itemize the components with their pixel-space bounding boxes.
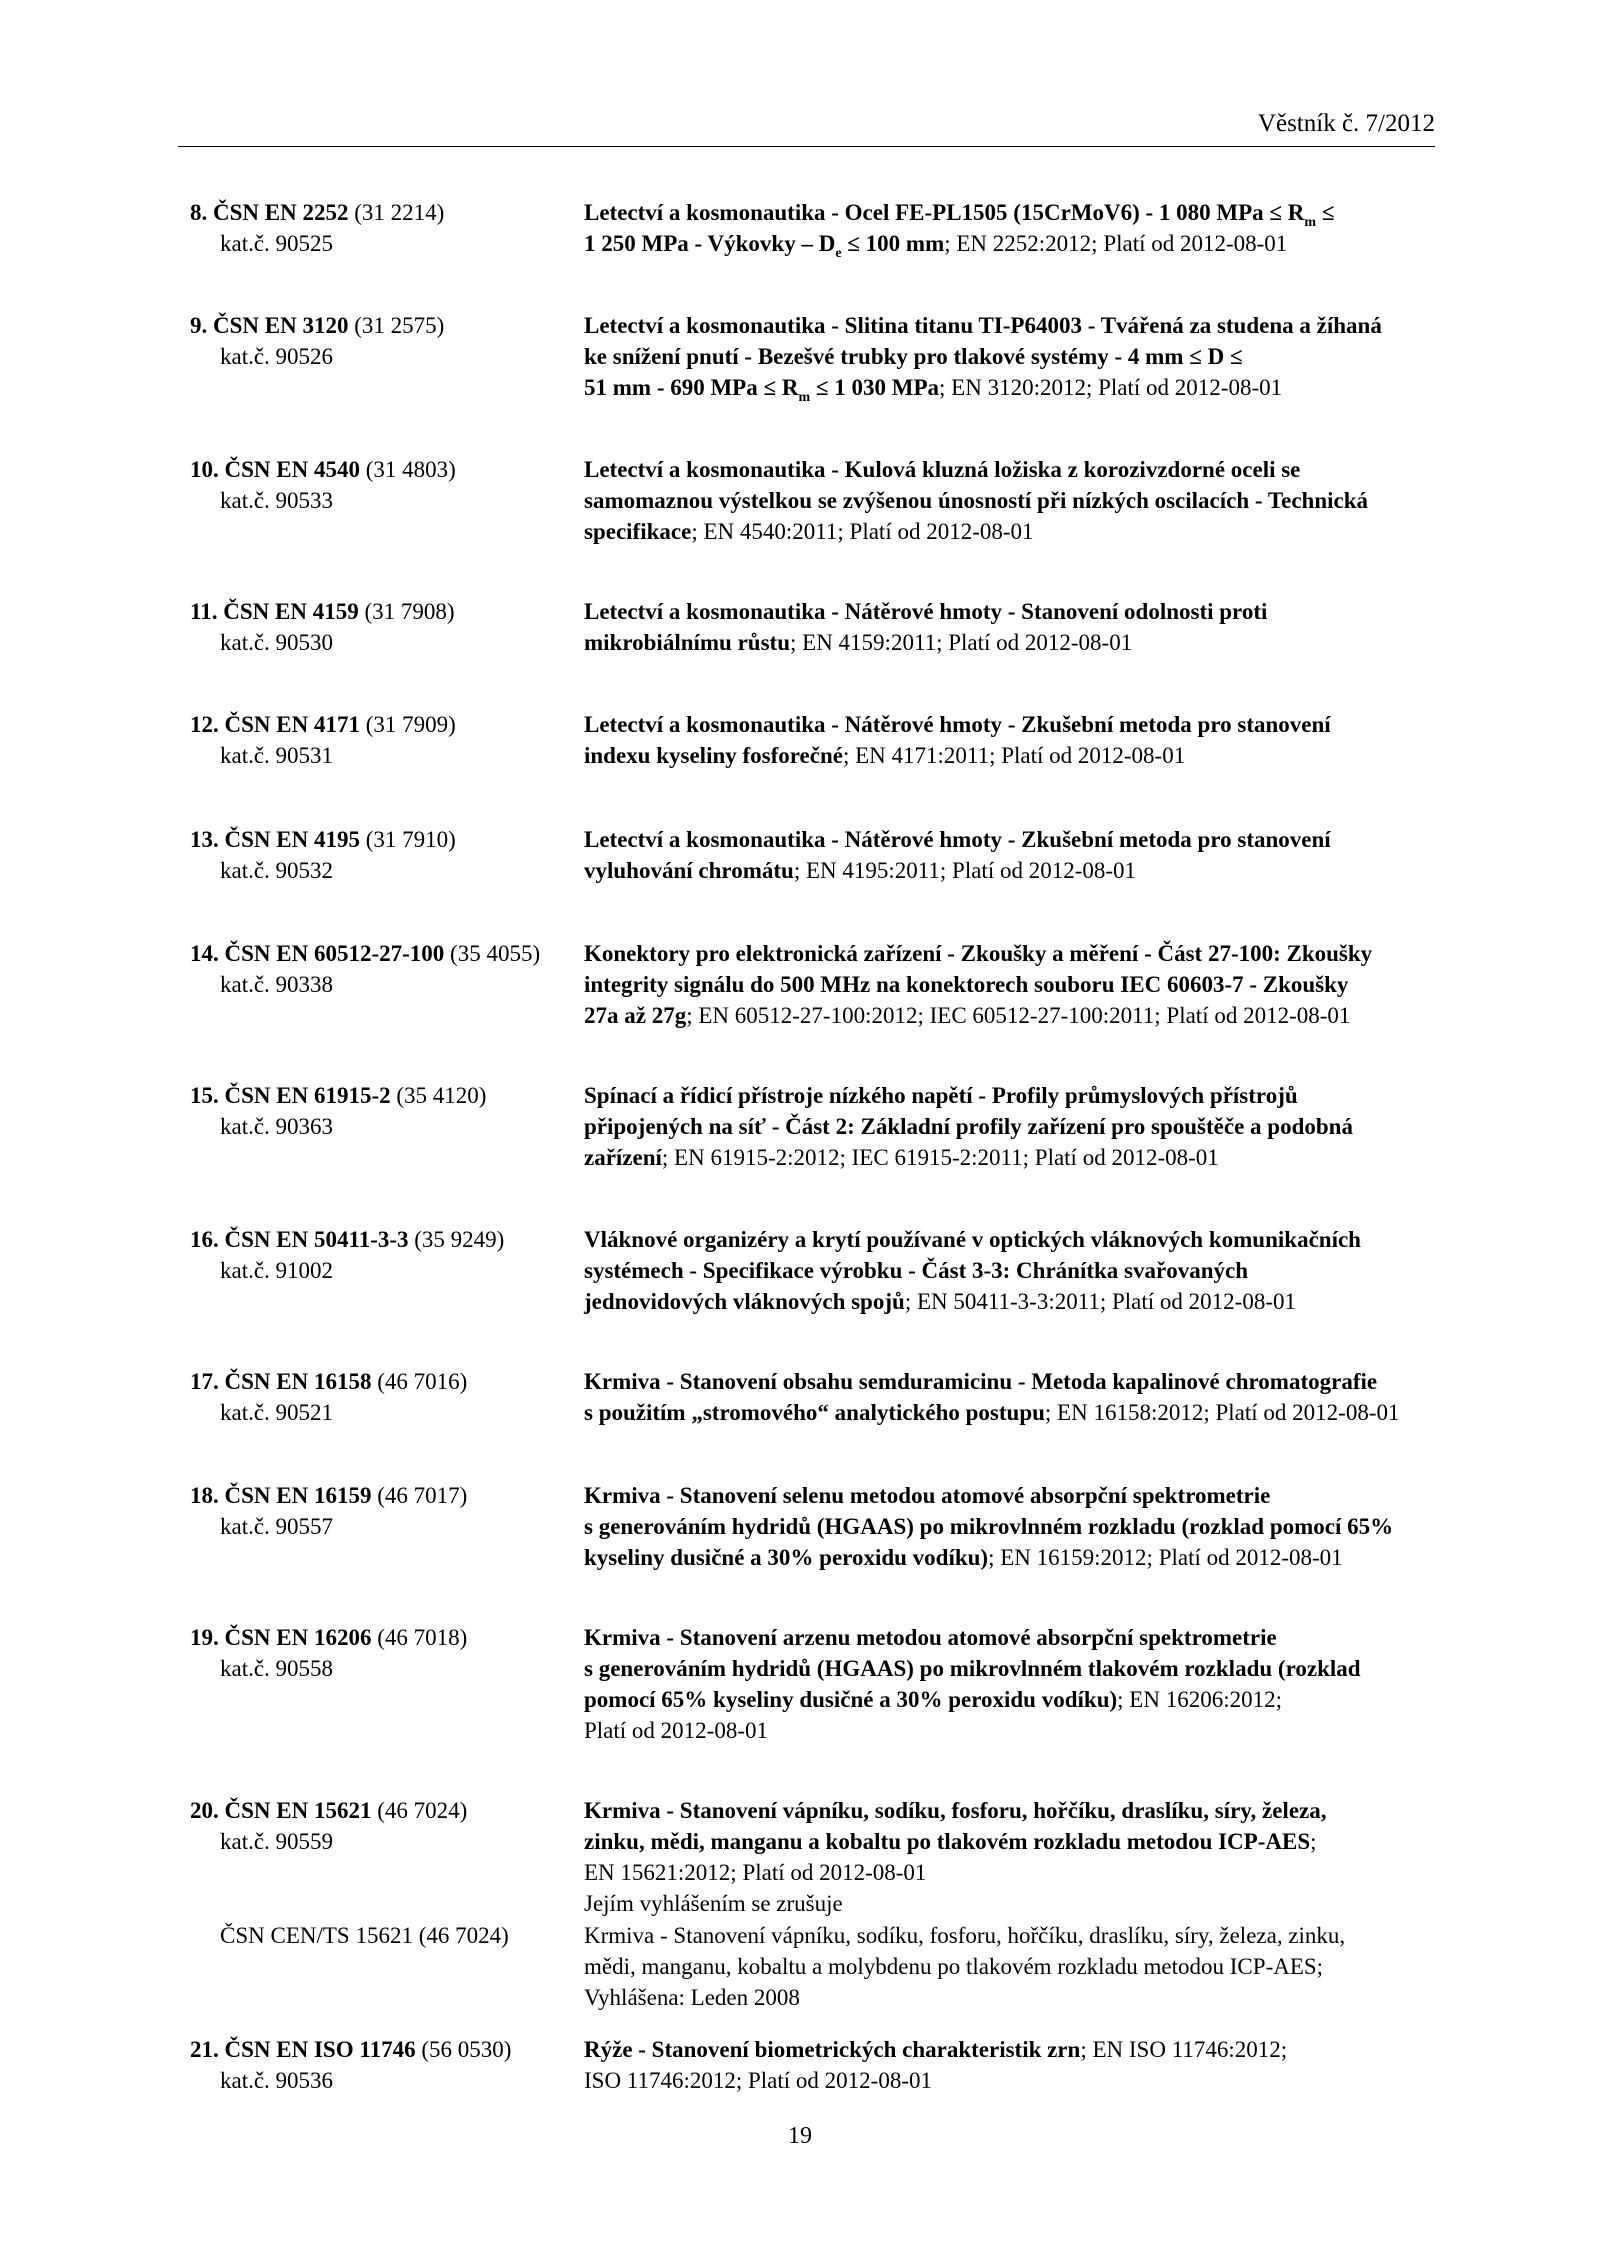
validity: ; EN 3120:2012; Platí od 2012-08-01 (939, 375, 1283, 400)
title-line: Spínací a řídicí přístroje nízkého napětí - Profily průmyslových přístrojů (584, 1083, 1298, 1108)
catalog-number: kat.č. 90526 (220, 344, 334, 369)
subscript: m (798, 390, 811, 405)
title-line: Krmiva - Stanovení obsahu semduramicinu - Metoda kapalinové chromatografie (584, 1369, 1378, 1394)
cancelled-standard-id (190, 1920, 580, 1951)
standard-title (584, 197, 1434, 259)
title-line: Krmiva - Stanovení selenu metodou atomové absorpční spektrometrie (584, 1483, 1271, 1508)
title-line: Krmiva - Stanovení vápníku, sodíku, fosforu, hořčíku, draslíku, síry, železa, zinku, (584, 1923, 1346, 1948)
validity: ; EN 60512-27-100:2012; IEC 60512-27-100:2011; Platí od 2012-08-01 (686, 1003, 1351, 1028)
standard-id (190, 824, 580, 886)
validity: ; EN 4171:2011; Platí od 2012-08-01 (842, 743, 1186, 768)
catalog-number: kat.č. 90363 (220, 1114, 334, 1139)
standard-title (584, 824, 1434, 886)
classification: (31 4803) (365, 457, 456, 482)
catalog-number: kat.č. 90530 (220, 630, 334, 655)
validity: ; EN 16158:2012; Platí od 2012-08-01 (1044, 1400, 1400, 1425)
standard-code: ČSN EN 16158 (224, 1369, 372, 1394)
standard-title (584, 1366, 1434, 1428)
entry-number: 9. (190, 313, 208, 338)
validity: EN 15621:2012; Platí od 2012-08-01 (584, 1860, 927, 1885)
validity: ; EN 4195:2011; Platí od 2012-08-01 (793, 858, 1137, 883)
entry-number: 12. (190, 712, 219, 737)
title-line: integrity signálu do 500 MHz na konektorech souboru IEC 60603-7 - Zkoušky (584, 972, 1349, 997)
validity: ; EN 4540:2011; Platí od 2012-08-01 (691, 519, 1034, 544)
title-line: Rýže - Stanovení biometrických charakteristik zrn (584, 2037, 1081, 2062)
catalog-number: kat.č. 90559 (220, 1829, 334, 1854)
standard-id (190, 310, 580, 372)
validity: ; EN 16159:2012; Platí od 2012-08-01 (988, 1545, 1343, 1570)
classification: (35 4120) (396, 1083, 487, 1108)
standard-code: ČSN EN ISO 11746 (224, 2037, 416, 2062)
page-number: 19 (788, 2123, 812, 2149)
title-line: ≤ 100 mm (841, 231, 945, 256)
classification: (46 7018) (377, 1625, 468, 1650)
title-line: Krmiva - Stanovení vápníku, sodíku, fosforu, hořčíku, draslíku, síry, železa, (584, 1798, 1327, 1823)
catalog-number: kat.č. 90532 (220, 858, 334, 883)
standard-code: ČSN EN 4159 (223, 599, 359, 624)
title-line: systémech - Specifikace výrobku - Část 3-3: Chránítka svařovaných (584, 1258, 1249, 1283)
standard-id (190, 1080, 580, 1142)
standard-title (584, 709, 1434, 771)
validity: ISO 11746:2012; Platí od 2012-08-01 (584, 2068, 932, 2093)
standard-code: ČSN EN 60512-27-100 (224, 941, 445, 966)
validity: Platí od 2012-08-01 (584, 1718, 768, 1743)
standard-title (584, 454, 1434, 547)
entry-number: 19. (190, 1625, 219, 1650)
validity: ; EN ISO 11746:2012; (1080, 2037, 1288, 2062)
bulletin-title: Věstník č. 7/2012 (1257, 110, 1435, 137)
standard-code: ČSN EN 16159 (224, 1483, 372, 1508)
title-line: ke snížení pnutí - Bezešvé trubky pro tlakové systémy - 4 mm ≤ D ≤ (584, 344, 1243, 369)
entry-number: 11. (190, 599, 218, 624)
title-line: Konektory pro elektronická zařízení - Zkoušky a měření - Část 27-100: Zkoušky (584, 941, 1373, 966)
classification: (31 2214) (354, 200, 445, 225)
classification: (31 7908) (364, 599, 455, 624)
entry-number: 21. (190, 2037, 219, 2062)
standard-code: ČSN EN 4171 (224, 712, 360, 737)
subscript: e (835, 246, 842, 261)
classification: (46 7016) (377, 1369, 468, 1394)
standard-title (584, 1080, 1434, 1173)
title-line: 1 250 MPa - Výkovky – D (584, 231, 836, 256)
title-line: Letectví a kosmonautika - Nátěrové hmoty - Zkušební metoda pro stanovení (584, 827, 1331, 852)
title-line: Letectví a kosmonautika - Ocel FE-PL1505 (15CrMoV6) - 1 080 MPa ≤ R (584, 200, 1305, 225)
standard-code: ČSN EN 2252 (213, 200, 349, 225)
title-line: zařízení (584, 1145, 662, 1170)
title-line: jednovidových vláknových spojů (584, 1289, 905, 1314)
standard-title (584, 938, 1434, 1031)
title-line: 27a až 27g (584, 1003, 687, 1028)
classification: (35 9249) (414, 1227, 505, 1252)
page-header (178, 110, 1435, 147)
announced-date: Vyhlášena: Leden 2008 (584, 1985, 800, 2010)
validity: ; EN 16206:2012; (1117, 1687, 1282, 1712)
validity: ; EN 2252:2012; Platí od 2012-08-01 (944, 231, 1288, 256)
title-line: s generováním hydridů (HGAAS) po mikrovlnném rozkladu (rozklad pomocí 65% (584, 1514, 1394, 1539)
standard-id (190, 1480, 580, 1542)
entry-number: 16. (190, 1227, 219, 1252)
standard-title (584, 1480, 1434, 1573)
standard-code: ČSN EN 50411-3-3 (224, 1227, 409, 1252)
standard-id (190, 1224, 580, 1286)
standard-code: ČSN EN 61915-2 (224, 1083, 391, 1108)
validity: ; EN 4159:2011; Platí od 2012-08-01 (790, 630, 1133, 655)
standard-id (190, 596, 580, 658)
catalog-number: kat.č. 90521 (220, 1400, 334, 1425)
standard-id (190, 1366, 580, 1428)
catalog-number: kat.č. 90536 (220, 2068, 334, 2093)
standard-title (584, 596, 1434, 658)
title-line: samomaznou výstelkou se zvýšenou únosností při nízkých oscilacích - Technická (584, 488, 1369, 513)
standard-code: ČSN EN 4540 (224, 457, 360, 482)
catalog-number: kat.č. 90525 (220, 231, 334, 256)
title-line: ≤ (1316, 200, 1335, 225)
entry-number: 10. (190, 457, 219, 482)
cancellation-note: Jejím vyhlášením se zrušuje (584, 1891, 843, 1916)
title-line: Krmiva - Stanovení arzenu metodou atomové absorpční spektrometrie (584, 1625, 1277, 1650)
title-line: Letectví a kosmonautika - Slitina titanu TI-P64003 - Tvářená za studena a žíhaná (584, 313, 1382, 338)
classification: (56 0530) (421, 2037, 512, 2062)
standard-title (584, 1622, 1434, 1746)
validity: ; (1310, 1829, 1317, 1854)
title-line: pomocí 65% kyseliny dusičné a 30% peroxidu vodíku) (584, 1687, 1118, 1712)
classification: (31 2575) (354, 313, 445, 338)
title-line: Vláknové organizéry a krytí používané v optických vláknových komunikačních (584, 1227, 1361, 1252)
catalog-number: kat.č. 90558 (220, 1656, 334, 1681)
title-line: mikrobiálnímu růstu (584, 630, 790, 655)
title-line: mědi, manganu, kobaltu a molybdenu po tlakovém rozkladu metodou ICP-AES; (584, 1954, 1324, 1979)
standard-id (190, 709, 580, 771)
standard-id (190, 1622, 580, 1684)
title-line: Letectví a kosmonautika - Kulová kluzná ložiska z korozivzdorné oceli se (584, 457, 1301, 482)
subscript: m (1304, 215, 1317, 230)
title-line: s generováním hydridů (HGAAS) po mikrovlnném tlakovém rozkladu (rozklad (584, 1656, 1361, 1681)
standard-title (584, 1224, 1434, 1317)
standard-title (584, 2034, 1434, 2096)
title-line: kyseliny dusičné a 30% peroxidu vodíku) (584, 1545, 989, 1570)
classification: (31 7910) (365, 827, 456, 852)
standard-title (584, 1795, 1434, 1919)
entry-number: 14. (190, 941, 219, 966)
entry-number: 15. (190, 1083, 219, 1108)
entry-number: 8. (190, 200, 208, 225)
standard-code: ČSN EN 16206 (224, 1625, 372, 1650)
cancelled-standard-title (584, 1920, 1434, 2013)
standard-id (190, 197, 580, 259)
validity: ; EN 50411-3-3:2011; Platí od 2012-08-01 (904, 1289, 1296, 1314)
title-line: Letectví a kosmonautika - Nátěrové hmoty - Stanovení odolnosti proti (584, 599, 1268, 624)
standard-code: ČSN EN 15621 (224, 1798, 372, 1823)
standard-title (584, 310, 1434, 403)
catalog-number: kat.č. 90531 (220, 743, 334, 768)
title-line: připojených na síť - Část 2: Základní profily zařízení pro spouštěče a podobná (584, 1114, 1353, 1139)
title-line: zinku, mědi, manganu a kobaltu po tlakovém rozkladu metodou ICP-AES (584, 1829, 1311, 1854)
standard-id (190, 2034, 580, 2096)
classification: (31 7909) (365, 712, 456, 737)
entry-number: 13. (190, 827, 219, 852)
catalog-number: kat.č. 91002 (220, 1258, 334, 1283)
classification: (46 7024) (377, 1798, 468, 1823)
title-line: specifikace (584, 519, 692, 544)
standard-code: ČSN EN 4195 (224, 827, 360, 852)
catalog-number: kat.č. 90338 (220, 972, 334, 997)
catalog-number: kat.č. 90557 (220, 1514, 334, 1539)
classification: (46 7017) (377, 1483, 468, 1508)
title-line: indexu kyseliny fosforečné (584, 743, 843, 768)
entry-number: 17. (190, 1369, 219, 1394)
cancelled-standard-code: ČSN CEN/TS 15621 (46 7024) (220, 1923, 509, 1948)
classification: (35 4055) (450, 941, 541, 966)
standard-code: ČSN EN 3120 (213, 313, 349, 338)
title-line: 51 mm - 690 MPa ≤ R (584, 375, 799, 400)
standard-id (190, 454, 580, 516)
standard-id (190, 938, 580, 1000)
title-line: Letectví a kosmonautika - Nátěrové hmoty - Zkušební metoda pro stanovení (584, 712, 1331, 737)
title-line: ≤ 1 030 MPa (810, 375, 940, 400)
standard-id (190, 1795, 580, 1857)
title-line: s použitím „stromového“ analytického postupu (584, 1400, 1045, 1425)
catalog-number: kat.č. 90533 (220, 488, 334, 513)
entry-number: 18. (190, 1483, 219, 1508)
validity: ; EN 61915-2:2012; IEC 61915-2:2011; Platí od 2012-08-01 (661, 1145, 1219, 1170)
title-line: vyluhování chromátu (584, 858, 794, 883)
entry-number: 20. (190, 1798, 219, 1823)
